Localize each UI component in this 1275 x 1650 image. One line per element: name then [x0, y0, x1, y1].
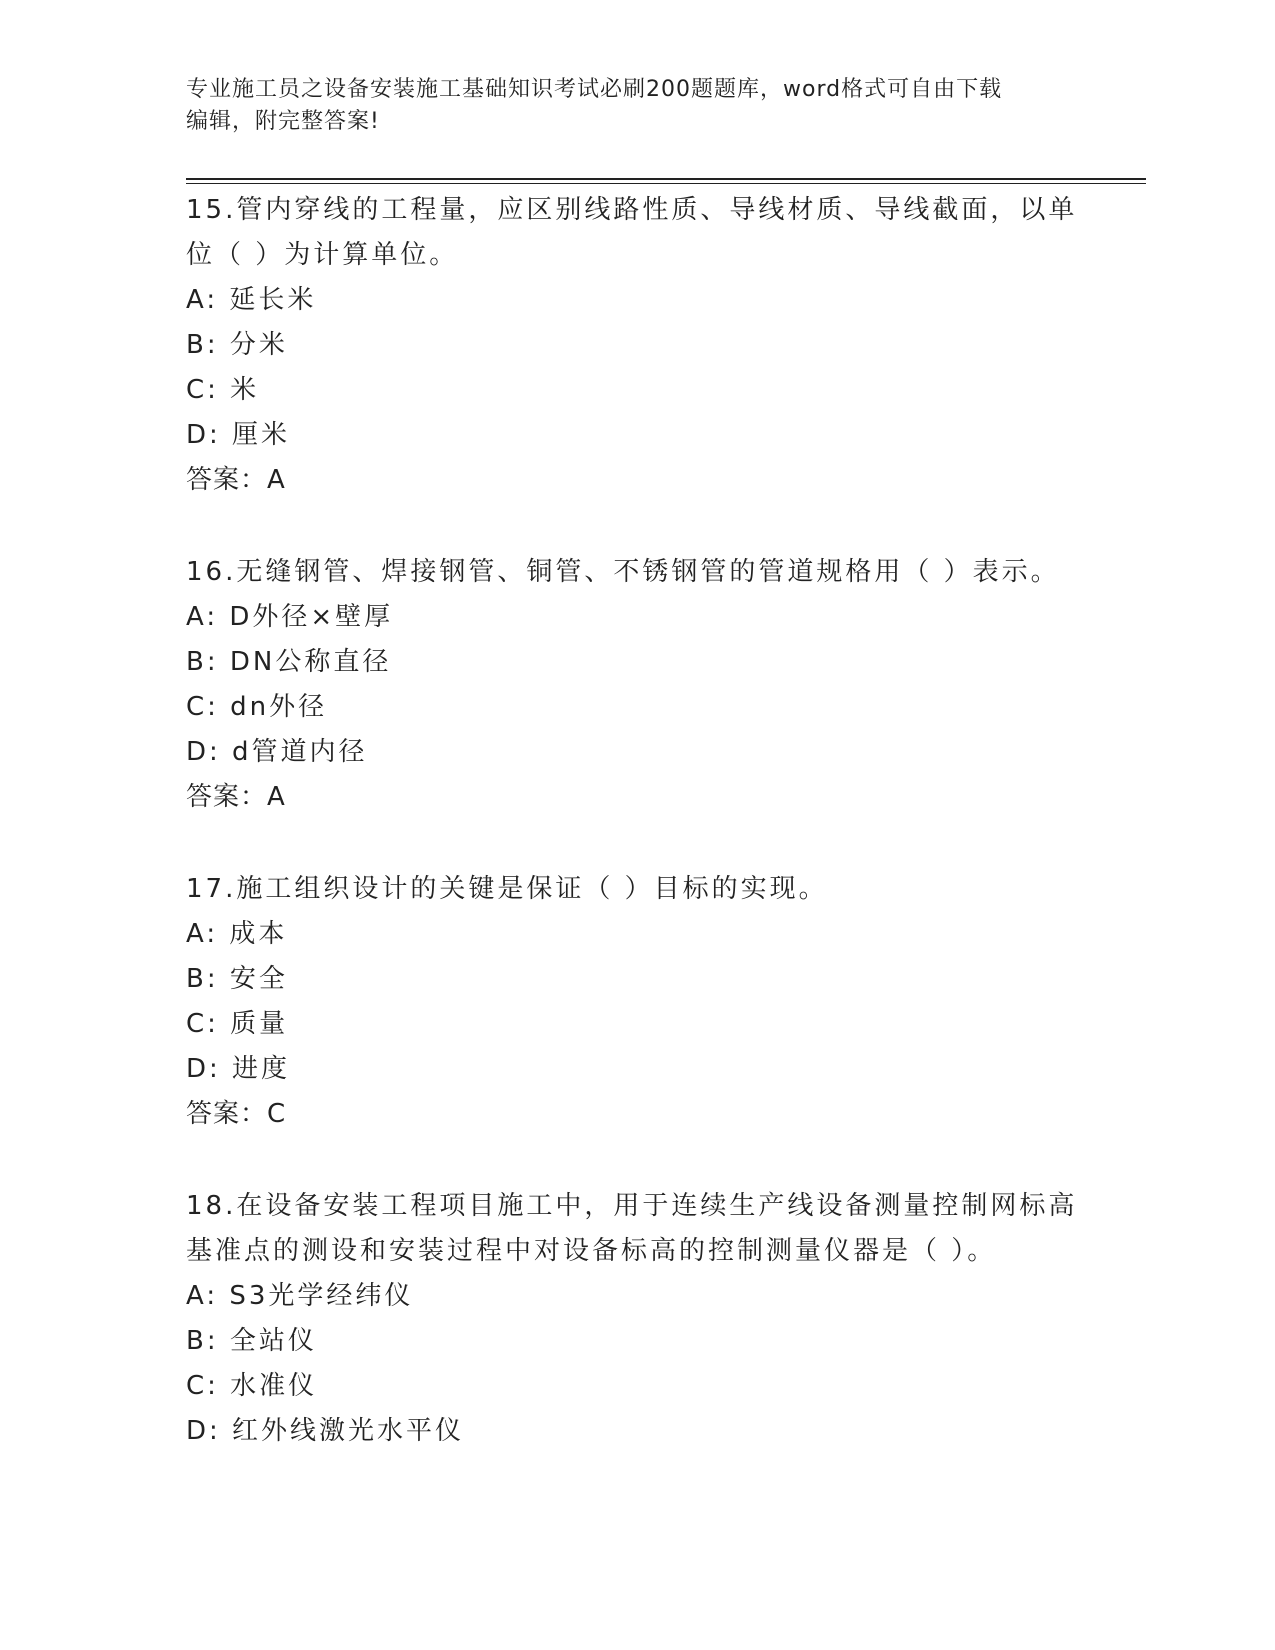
question-gap — [186, 1137, 1146, 1184]
option-c: C: 质量 — [186, 1009, 289, 1039]
question-text: 18.在设备安装工程项目施工中，用于连续生产线设备测量控制网标高 — [186, 1191, 1078, 1221]
option-b: B: 分米 — [186, 330, 288, 360]
answer-line: 答案：C — [186, 1099, 287, 1129]
option-c: C: 米 — [186, 375, 260, 405]
answer-line: 答案：A — [186, 465, 286, 495]
question-list — [186, 188, 1146, 1454]
option-d: D: 红外线激光水平仪 — [186, 1416, 465, 1446]
option-b: B: DN公称直径 — [186, 647, 392, 677]
document-header — [186, 74, 1086, 138]
option-a: A: 成本 — [186, 919, 288, 949]
question-16 — [186, 550, 1146, 820]
question-text: 17.施工组织设计的关键是保证（ ）目标的实现。 — [186, 874, 828, 904]
header-title-line1: 专业施工员之设备安装施工基础知识考试必刷200题题库，word格式可自由下载 — [186, 77, 1003, 102]
option-c: C: dn外径 — [186, 692, 328, 722]
option-b: B: 全站仪 — [186, 1326, 317, 1356]
option-d: D: 进度 — [186, 1054, 291, 1084]
option-b: B: 安全 — [186, 964, 288, 994]
option-a: A: D外径×壁厚 — [186, 602, 394, 632]
question-text-continued: 基准点的测设和安装过程中对设备标高的控制测量仪器是（ ）。 — [186, 1236, 997, 1266]
question-gap — [186, 503, 1146, 550]
option-c: C: 水准仪 — [186, 1371, 318, 1401]
question-15 — [186, 188, 1146, 503]
question-17 — [186, 867, 1146, 1137]
option-a: A: S3光学经纬仪 — [186, 1281, 414, 1311]
option-d: D: 厘米 — [186, 420, 291, 450]
header-title-line2: 编辑，附完整答案! — [186, 109, 380, 134]
question-18 — [186, 1184, 1146, 1454]
question-text: 16.无缝钢管、焊接钢管、铜管、不锈钢管的管道规格用（ ）表示。 — [186, 557, 1060, 587]
question-text: 15.管内穿线的工程量，应区别线路性质、导线材质、导线截面，以单 — [186, 195, 1078, 225]
question-text-continued: 位（ ）为计算单位。 — [186, 240, 459, 270]
question-gap — [186, 820, 1146, 867]
answer-line: 答案：A — [186, 782, 286, 812]
option-d: D: d管道内径 — [186, 737, 368, 767]
header-divider-thin — [186, 183, 1146, 184]
option-a: A: 延长米 — [186, 285, 317, 315]
header-divider-thick — [186, 178, 1146, 180]
